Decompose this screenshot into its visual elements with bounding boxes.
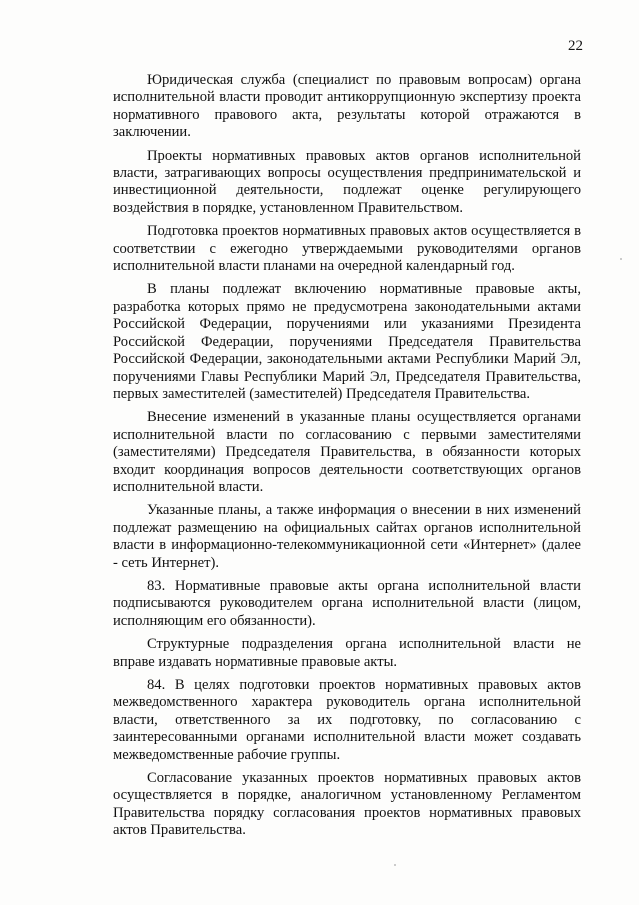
- paragraph-plan-publication: Указанные планы, а также информация о внесении в них изменений подлежат размещению на официальных сайтах органов исполнительной власти в информационно-телекоммуникационной сети «Интернет» (далее - сеть Интернет).: [113, 502, 581, 571]
- scan-speck: [620, 258, 622, 260]
- scan-speck: [394, 864, 396, 866]
- paragraph-legal-expertise: Юридическая служба (специалист по правовым вопросам) органа исполнительной власти проводит антикоррупционную экспертизу проекта нормативного правового акта, результаты которой отражаются в заключении.: [113, 72, 581, 141]
- paragraph-plan-inclusion: В планы подлежат включению нормативные правовые акты, разработка которых прямо не предусмотрена законодательными актами Российской Федерации, поручениями или указаниями Президента Российской Федерации, поручениями Председателя Правительства Российской Федерации, законодательными актами Республики Марий Эл, поручениями Главы Республики Марий Эл, Председателя Правительства, первых заместителей (заместителей) Председателя Правительства.: [113, 281, 581, 402]
- paragraph-clause-84: 84. В целях подготовки проектов нормативных правовых актов межведомственного характера руководитель органа исполнительной власти, ответственного за их подготовку, по согласованию с заинтересованными органами исполнительной власти может создавать межведомственные рабочие группы.: [113, 677, 581, 763]
- paragraph-structural-units: Структурные подразделения органа исполнительной власти не вправе издавать нормативные правовые акты.: [113, 636, 581, 670]
- page-number: 22: [568, 38, 583, 54]
- paragraph-annual-plans: Подготовка проектов нормативных правовых актов осуществляется в соответствии с ежегодно утверждаемыми руководителями органов исполнительной власти планами на очередной календарный год.: [113, 223, 581, 275]
- document-body: [113, 72, 581, 846]
- paragraph-regulatory-impact: Проекты нормативных правовых актов органов исполнительной власти, затрагивающих вопросы осуществления предпринимательской и инвестиционной деятельности, подлежат оценке регулирующего воздействия в порядке, установленном Правительством.: [113, 147, 581, 216]
- paragraph-clause-83: 83. Нормативные правовые акты органа исполнительной власти подписываются руководителем органа исполнительной власти (лицом, исполняющим его обязанности).: [113, 577, 581, 629]
- paragraph-plan-changes: Внесение изменений в указанные планы осуществляется органами исполнительной власти по согласованию с первыми заместителями (заместителями) Председателя Правительства, в обязанности которых входит координация вопросов деятельности соответствующих органов исполнительной власти.: [113, 409, 581, 495]
- paragraph-approval-procedure: Согласование указанных проектов нормативных правовых актов осуществляется в порядке, аналогичном установленному Регламентом Правительства порядку согласования проектов нормативных правовых актов Правительства.: [113, 770, 581, 839]
